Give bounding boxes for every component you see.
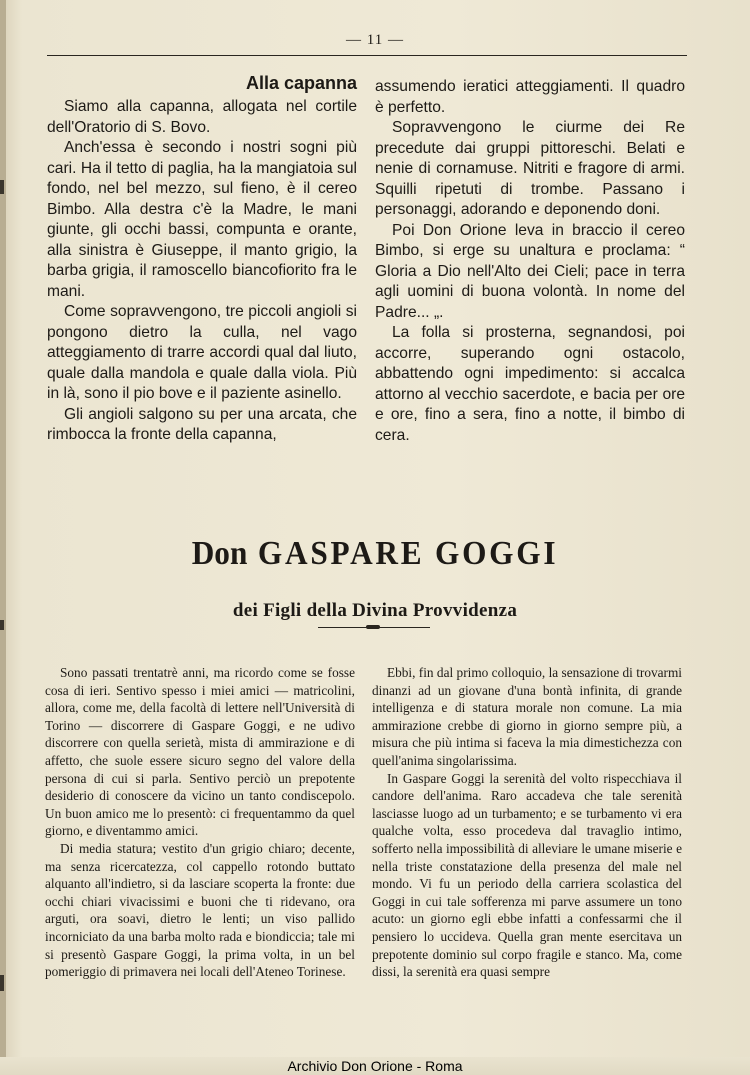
paragraph: In Gaspare Goggi la serenità del volto rispecchiava il candore dell'anima. Raro accadeva che tale serenità lasciasse luogo ad un turbamento; e se turbamento vi era qualche volta, esso procedeva dal travaglio intimo, sofferto nella impossibilità di alleviare le umane miserie e nella triste constatazione della presenza del male nel mondo. Vi fu un periodo della carriera scolastica del Goggi in cui tale sofferenza mi parve assumere un tono acuto: un giorno egli ebbe infatti a confessarmi che il pensiero lo uccideva. Quella gran mente esercitava un prepotente dominio sul corpo fragile e stanco. Ma, come dissi, la serenità era quasi sempre (372, 770, 682, 980)
paragraph: Sopravvengono le ciurme dei Re precedute dai gruppi pittoreschi. Belati e nenie di cornamuse. Nitriti e fragore di armi. Squilli ripetuti di trombe. Passano i personaggi, adorando e deponendo doni. (375, 119, 685, 218)
paragraph: Ebbi, fin dal primo colloquio, la sensazione di trovarmi dinanzi ad un giovane d'una bontà infinita, di grande intelligenza e di statura morale non comune. La mia ammirazione crebbe di giorno in giorno sempre più, a misura che più intima si faceva la mia dimestichezza con quell'anima singolarissima. (372, 665, 682, 768)
left-column (47, 97, 357, 446)
article-heading (30, 535, 720, 573)
article-right-column (372, 664, 682, 981)
article-subheading: dei Figli della Divina Provvidenza (232, 600, 518, 621)
edge-mark (0, 180, 4, 194)
page-binding-edge (0, 0, 6, 1075)
paragraph-continuation: assumendo ieratici atteggiamenti. Il quadro è perfetto. (375, 78, 685, 116)
page-number: — 11 — (346, 32, 404, 48)
paragraph: Siamo alla capanna, allogata nel cortile dell'Oratorio di S. Bovo. (47, 98, 357, 136)
paragraph: Di media statura; vestito d'un grigio chiaro; decente, ma senza ricercatezza, col cappello rotondo buttato alquanto all'indietro, si da lasciare scoperta la fronte: due occhi chiari vivacissimi e buoni che ti ridevano, ora arguti, ora soavi, dietro le lenti; un viso pallido incorniciato da una barba molto rada e biondiccia; tale mi si presentò Gaspare Goggi, la prima volta, in un bel pomeriggio di primavera nei locali dell'Ateneo Torinese. (45, 840, 355, 980)
header-rule (47, 55, 687, 56)
paragraph: Poi Don Orione leva in braccio il cereo Bimbo, si erge su unaltura e proclama: “ Gloria a Dio nell'Alto dei Cieli; pace in terra agli uomini di buona volontà. In nome del Padre... „. (375, 221, 685, 321)
heading-name: GASPARE GOGGI (257, 535, 559, 572)
paragraph: Gli angioli salgono su per una arcata, che rimbocca la fronte della capanna, (47, 405, 357, 443)
heading-prefix: Don (191, 535, 248, 572)
subheading-ornament (318, 626, 430, 629)
right-column (375, 77, 685, 446)
section-title: Alla capanna (245, 73, 357, 93)
edge-mark (0, 975, 4, 991)
paragraph: Come sopravvengono, tre piccoli angioli si pongono dietro la culla, nel vago atteggiamento di trarre accordi qual dal liuto, quale dalla mandola e quale dalla viola. Più in là, sono il pio bove e il paziente asinello. (47, 303, 357, 402)
paragraph: Sono passati trentatrè anni, ma ricordo come se fosse cosa di ieri. Sentivo spesso i miei amici — matricolini, allora, come me, della facoltà di lettere nell'Università di Torino — discorrere di Gaspare Goggi, e ne udivo discorrere con quella serietà, mista di ammirazione e di affetto, che suole essere sicuro segno del valore della persona di cui si parla. Sentivo perciò un prepotente desiderio di conoscere da vicino un tanto condiscepolo. Un buon amico me lo presentò: ci frequentammo da quel giorno, e diventammo amici. (45, 665, 355, 839)
paragraph: Anch'essa è secondo i nostri sogni più cari. Ha il tetto di paglia, ha la mangiatoia sul fondo, nel bel mezzo, sul fieno, è il cereo Bimbo. Alla destra c'è la Madre, le mani giunte, gli occhi bassi, compunta e orante, alla sinistra è Giuseppe, il manto grigio, la barba grigia, il ramoscello biancofiorito fra le mani. (47, 139, 357, 300)
archive-footer: Archivio Don Orione - Roma (0, 1057, 750, 1075)
article-left-column (45, 664, 355, 981)
paragraph: La folla si prosterna, segnandosi, poi accorre, superando ogni ostacolo, abbattendo ogni impedimento: si accalca attorno al vecchio sacerdote, e bacia per ore e ore, fino a sera, fino a notte, il bimbo di cera. (375, 324, 685, 444)
